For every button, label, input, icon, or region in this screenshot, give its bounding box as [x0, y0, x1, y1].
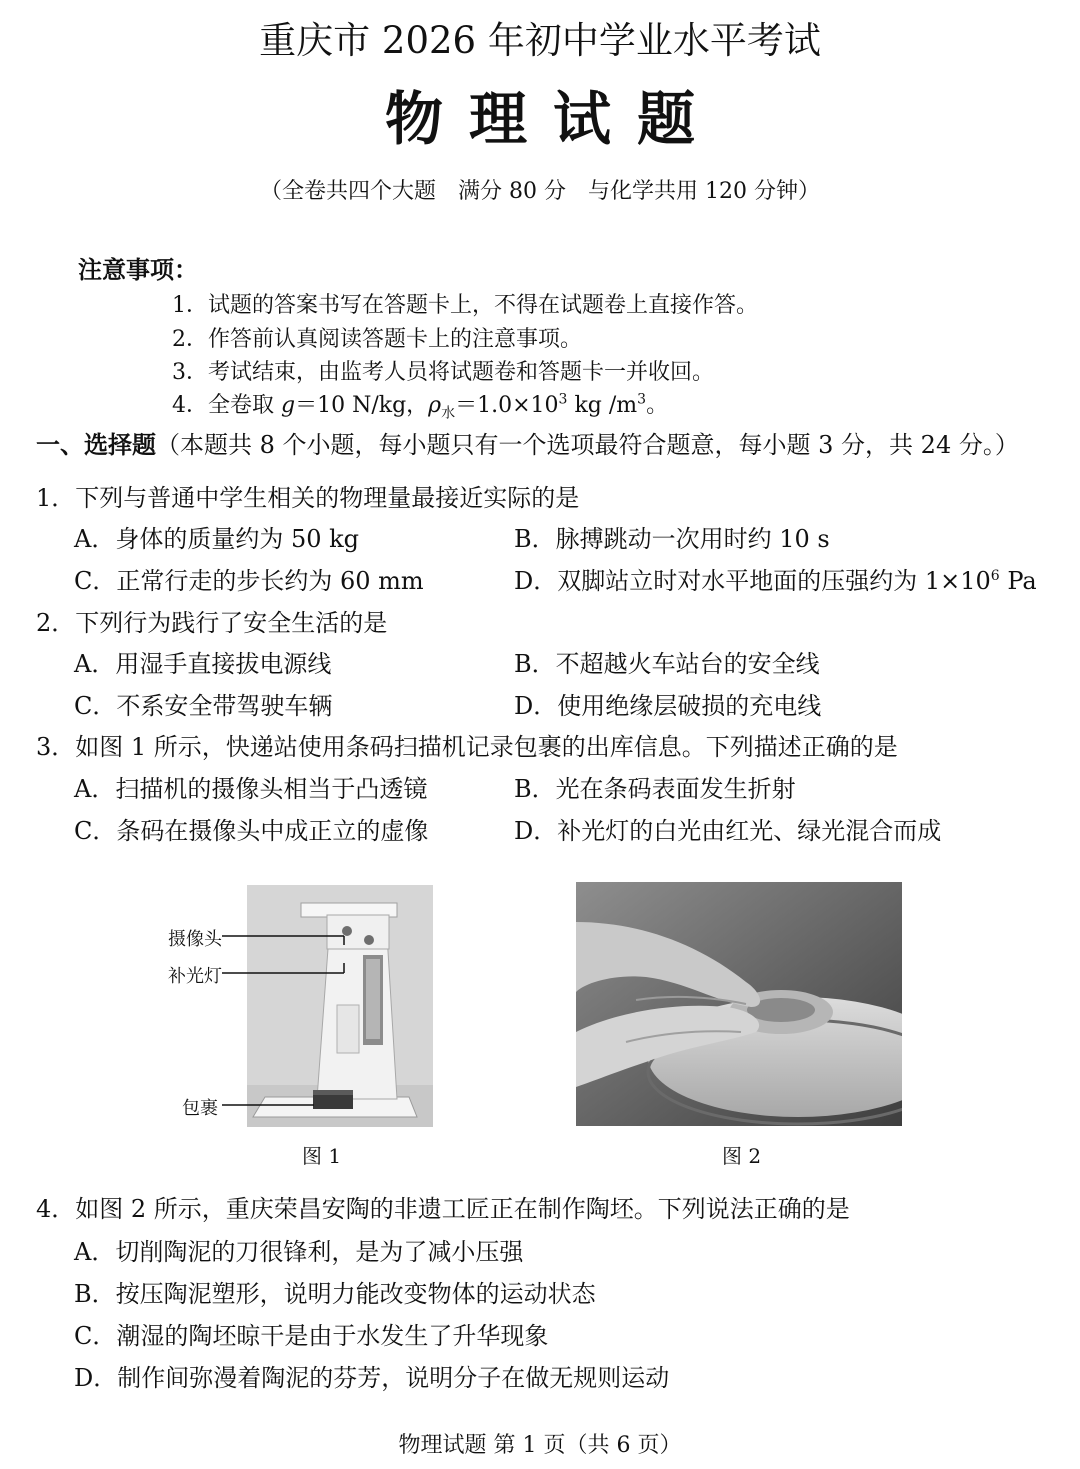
question-3-option-a: A．扫描机的摄像头相当于凸透镜: [74, 775, 428, 803]
question-3-option-d: D．补光灯的白光由红光、绿光混合而成: [514, 817, 942, 845]
rho-value: ＝1.0×10: [455, 393, 559, 418]
g-value: ＝10 N/kg，: [295, 393, 429, 418]
notice-item-2: 2．作答前认真阅读答题卡上的注意事项。: [172, 327, 582, 352]
section-desc: （本题共 8 个小题，每小题只有一个选项最符合题意，每小题 3 分，共 24 分。）: [156, 431, 1019, 459]
question-1-option-a: A．身体的质量约为 50 kg: [74, 525, 360, 553]
figure-1-caption: 图 1: [302, 1144, 342, 1168]
paper-info: （全卷共四个大题 满分 80 分 与化学共用 120 分钟）: [260, 179, 820, 204]
question-1-option-b: B．脉搏跳动一次用时约 10 s: [514, 525, 830, 553]
notice-item-4-suffix: 。: [646, 393, 669, 418]
g-symbol: g: [281, 393, 296, 418]
section-heading: [36, 425, 1019, 460]
notice-heading: 注意事项：: [78, 255, 198, 284]
question-3-option-c: C．条码在摄像头中成正立的虚像: [74, 817, 429, 845]
question-4-option-c: C．潮湿的陶坯晾干是由于水发生了升华现象: [74, 1322, 549, 1350]
question-3-option-b: B．光在条码表面发生折射: [514, 775, 796, 803]
notice-item-1: 1．试题的答案书写在答题卡上，不得在试题卷上直接作答。: [172, 293, 758, 318]
question-4-option-a: A．切削陶泥的刀很锋利，是为了减小压强: [74, 1238, 524, 1266]
exam-title: 重庆市 2026 年初中学业水平考试: [259, 19, 821, 62]
question-2-stem: 2．下列行为践行了安全生活的是: [36, 609, 388, 637]
section-title: 一、选择题: [36, 430, 156, 459]
question-1-option-d-exponent: 6: [990, 568, 1000, 584]
notice-item-4-prefix: 4．全卷取: [172, 393, 281, 418]
figure-1-label-package: 包裹: [182, 1098, 218, 1119]
question-2-option-b: B．不超越火车站台的安全线: [514, 650, 820, 678]
question-4-option-b: B．按压陶泥塑形，说明力能改变物体的运动状态: [74, 1280, 596, 1308]
figure-1-label-camera: 摄像头: [168, 929, 222, 950]
question-4-stem: 4．如图 2 所示，重庆荣昌安陶的非遗工匠正在制作陶坯。下列说法正确的是: [36, 1195, 850, 1223]
rho-subscript: 水: [441, 405, 456, 422]
figure-2-caption: 图 2: [722, 1144, 762, 1168]
question-1-option-c: C．正常行走的步长约为 60 mm: [74, 567, 424, 595]
rho-unit: kg /m: [567, 393, 638, 418]
question-2-option-a: A．用湿手直接拔电源线: [74, 650, 332, 678]
pottery-drawing: [576, 882, 902, 1126]
rho-symbol: ρ: [428, 393, 442, 418]
figure-1-label-fill-light: 补光灯: [168, 966, 222, 987]
question-1-option-d-unit: Pa: [999, 567, 1037, 595]
question-4-option-d: D．制作间弥漫着陶泥的芬芳，说明分子在做无规则运动: [74, 1364, 670, 1392]
figure-2-pottery-photo: [576, 882, 902, 1126]
notice-item-3: 3．考试结束，由监考人员将试题卷和答题卡一并收回。: [172, 360, 714, 385]
question-3-stem: 3．如图 1 所示，快递站使用条码扫描机记录包裹的出库信息。下列描述正确的是: [36, 733, 898, 761]
question-2-option-c: C．不系安全带驾驶车辆: [74, 692, 333, 720]
notice-item-4: [172, 388, 668, 422]
page-footer: 物理试题 第 1 页（共 6 页）: [398, 1433, 682, 1458]
question-2-option-d: D．使用绝缘层破损的充电线: [514, 692, 822, 720]
question-1-option-d: [514, 561, 1037, 596]
question-1-stem: 1．下列与普通中学生相关的物理量最接近实际的是: [36, 484, 580, 512]
subject-title: 物理试题: [384, 85, 721, 153]
rho-unit-exponent: 3: [637, 391, 647, 408]
question-1-option-d-text: D．双脚站立时对水平地面的压强约为 1×10: [514, 567, 991, 595]
figure-1-leader-lines: [222, 925, 362, 1115]
rho-exponent: 3: [558, 391, 568, 408]
